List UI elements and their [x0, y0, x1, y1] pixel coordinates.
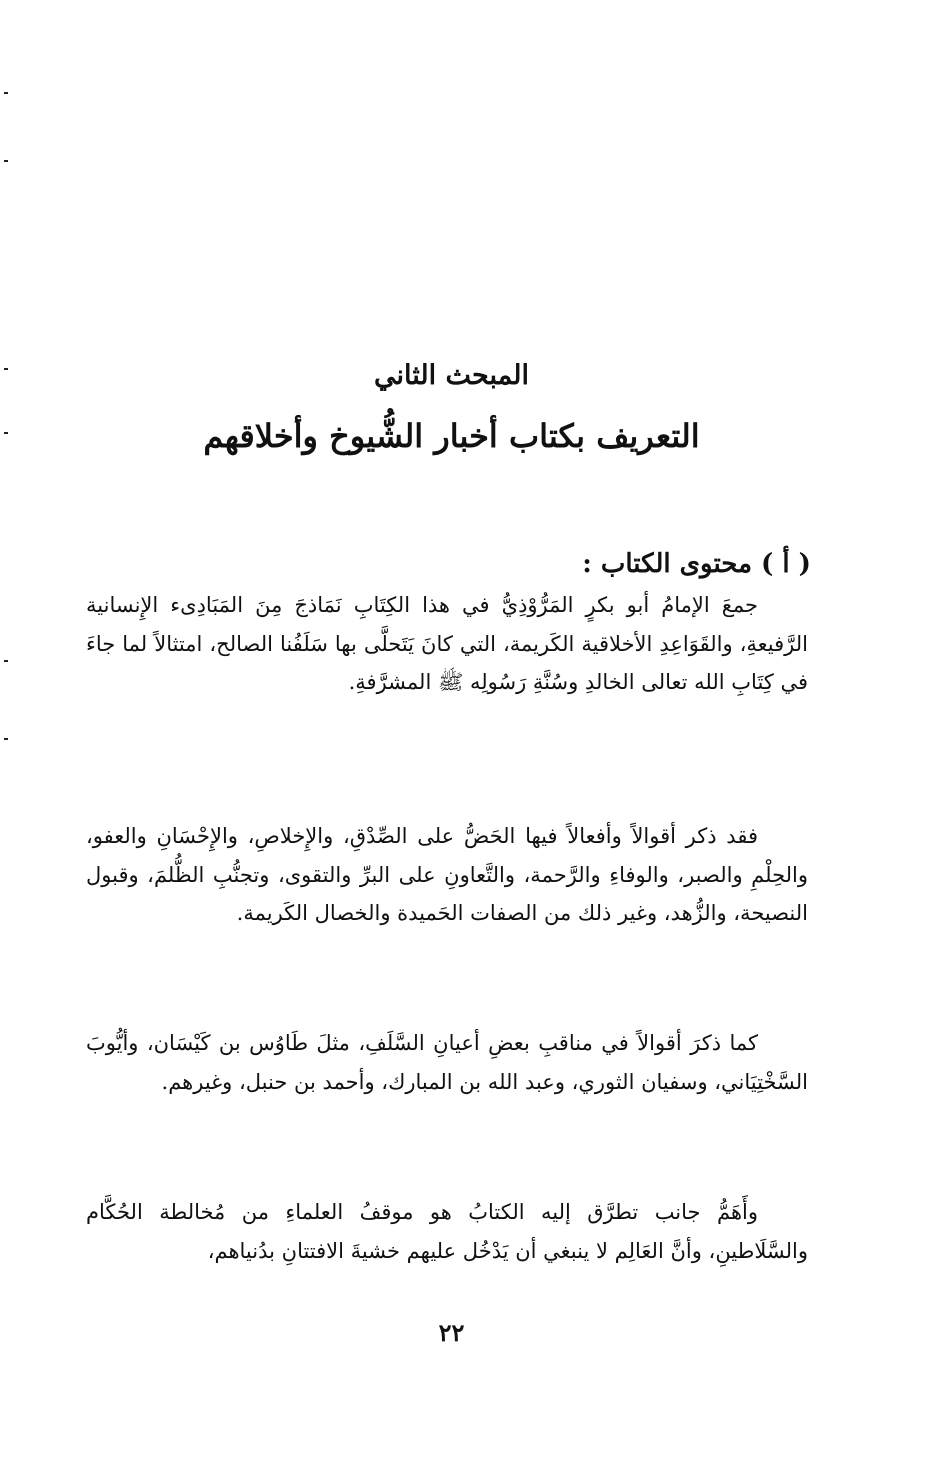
section-title: التعريف بكتاب أخبار الشُّيوخ وأخلاقهم	[203, 417, 700, 455]
paragraph	[86, 1024, 808, 1101]
paragraph-text: جمعَ الإمامُ أبو بكرٍ المَرُّوْذِيُّ في هذا الكِتَابِ نَمَاذجَ مِنَ المَبَادِىء الإِنسانية الرَّفيعةِ، والقَوَاعِدِ الأخلاقية الكَريمة، التي كانَ يَتَحلَّى بها سَلَفُنا الصالح، امتثالاً لما جاءَ في كِتَابِ الله تعالى الخالدِ وسُنَّةِ رَسُولِه ﷺ المشرَّفةِ.	[86, 593, 808, 694]
paragraph	[86, 586, 808, 702]
paragraph-text: وأَهَمُّ جانب تطرَّق إليه الكتابُ هو موقفُ العلماءِ من مُخالطة الحُكَّام والسَّلَاطينِ، وأنَّ العَالِم لا ينبغي أن يَدْخُل عليهم خشيةَ الافتتانِ بدُنياهم،	[86, 1200, 808, 1263]
margin-mark	[4, 660, 8, 662]
section-label: المبحث الثاني	[374, 360, 529, 391]
margin-mark	[4, 92, 8, 94]
margin-mark	[4, 738, 8, 740]
paragraph-text: فقد ذكر أقوالاً وأفعالاً فيها الحَضُّ على الصِّدْقِ، والإِخلاصِ، والإِحْسَانِ والعفو، والحِلْمِ والصبر، والوفاءِ والرَّحمة، والتَّعاونِ على البرِّ والتقوى، وتجنُّبِ الظُّلمَ، وقبول النصيحة، والزُّهد، وغير ذلك من الصفات الحَميدة والخصال الكَريمة.	[86, 824, 808, 925]
subheading: ( أ ) محتوى الكتاب :	[582, 549, 811, 579]
margin-mark	[4, 160, 8, 162]
paragraph-text: كما ذكرَ أقوالاً في مناقبِ بعضِ أعيانِ السَّلَفِ، مثلَ طَاوُس بن كَيْسَان، وأيُّوبَ السَّخْتِيَاني، وسفيان الثوري، وعبد الله بن المبارك، وأحمد بن حنبل، وغيرهم.	[86, 1031, 808, 1094]
page-number: ٢٢	[438, 1318, 465, 1347]
paragraph	[86, 1193, 808, 1270]
paragraph	[86, 817, 808, 933]
